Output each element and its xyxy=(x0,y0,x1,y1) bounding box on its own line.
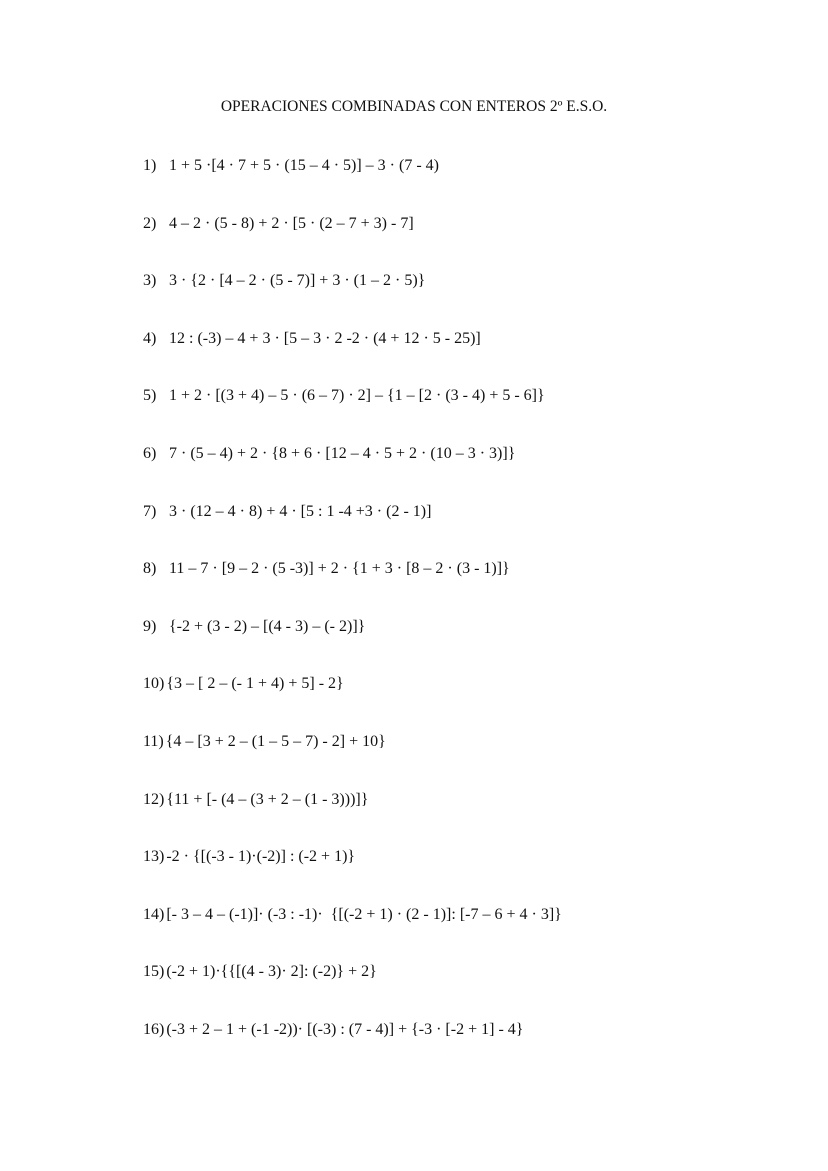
exercise-item xyxy=(143,386,562,444)
exercise-item xyxy=(143,905,562,963)
exercise-expression: 12 : (-3) – 4 + 3 · [5 – 3 · 2 -2 · (4 + 12 · 5 - 25)] xyxy=(169,329,481,347)
exercise-number: 7) xyxy=(143,502,157,520)
exercise-item xyxy=(143,214,562,272)
exercise-expression: 1 + 5 ·[4 · 7 + 5 · (15 – 4 · 5)] – 3 · (7 - 4) xyxy=(169,157,439,174)
exercise-expression: (-3 + 2 – 1 + (-1 -2))· [(-3) : (7 - 4)] + {-3 · [-2 + 1] - 4} xyxy=(166,1020,524,1038)
exercise-number: 9) xyxy=(143,617,157,635)
exercise-expression: 3 · {2 · [4 – 2 · (5 - 7)] + 3 · (1 – 2 · 5)} xyxy=(169,272,426,290)
exercise-item xyxy=(143,271,562,329)
exercise-item xyxy=(143,732,562,790)
exercise-number: 13) xyxy=(143,848,165,866)
exercise-item xyxy=(143,790,562,848)
exercise-number: 1) xyxy=(143,157,157,174)
exercise-expression: {11 + [- (4 – (3 + 2 – (1 - 3)))]} xyxy=(166,790,369,808)
exercise-number: 12) xyxy=(143,790,165,808)
exercise-expression: 3 · (12 – 4 · 8) + 4 · [5 : 1 -4 +3 · (2 - 1)] xyxy=(169,502,432,520)
exercise-item xyxy=(143,329,562,387)
exercise-expression: {-2 + (3 - 2) – [(4 - 3) – (- 2)]} xyxy=(169,617,366,635)
exercise-number: 2) xyxy=(143,214,157,232)
exercise-number: 11) xyxy=(143,732,164,750)
exercise-number: 15) xyxy=(143,963,165,981)
exercise-item xyxy=(143,1020,562,1078)
exercise-item xyxy=(143,559,562,617)
exercise-expression: {3 – [ 2 – (- 1 + 4) + 5] - 2} xyxy=(166,675,344,693)
exercise-number: 6) xyxy=(143,444,157,462)
exercise-expression: (-2 + 1)·{{[(4 - 3)· 2]: (-2)} + 2} xyxy=(166,963,377,981)
exercise-item xyxy=(143,847,562,905)
exercise-item xyxy=(143,617,562,675)
exercise-expression: 4 – 2 · (5 - 8) + 2 · [5 · (2 – 7 + 3) - 7] xyxy=(169,214,414,232)
exercise-expression: -2 · {[(-3 - 1)·(-2)] : (-2 + 1)} xyxy=(166,848,356,866)
page-title: OPERACIONES COMBINADAS CON ENTEROS 2º E.S.O. xyxy=(220,98,608,115)
exercise-number: 5) xyxy=(143,387,157,405)
exercise-item xyxy=(143,674,562,732)
exercise-list xyxy=(143,156,562,1078)
exercise-number: 16) xyxy=(143,1020,165,1038)
exercise-expression: [- 3 – 4 – (-1)]· (-3 : -1)· {[(-2 + 1) · (2 - 1)]: [-7 – 6 + 4 · 3]} xyxy=(166,905,562,923)
exercise-expression: 1 + 2 · [(3 + 4) – 5 · (6 – 7) · 2] – {1 – [2 · (3 - 4) + 5 - 6]} xyxy=(169,387,545,405)
exercise-number: 3) xyxy=(143,272,157,290)
exercise-expression: 7 · (5 – 4) + 2 · {8 + 6 · [12 – 4 · 5 + 2 · (10 – 3 · 3)]} xyxy=(169,444,516,462)
exercise-number: 10) xyxy=(143,675,165,693)
exercise-item xyxy=(143,962,562,1020)
exercise-number: 8) xyxy=(143,560,157,578)
exercise-item xyxy=(143,444,562,502)
exercise-expression: 11 – 7 · [9 – 2 · (5 -3)] + 2 · {1 + 3 · [8 – 2 · (3 - 1)]} xyxy=(169,560,510,578)
exercise-item xyxy=(143,502,562,560)
exercise-number: 4) xyxy=(143,329,157,347)
exercise-number: 14) xyxy=(143,905,165,923)
exercise-item xyxy=(143,156,562,214)
exercise-expression: {4 – [3 + 2 – (1 – 5 – 7) - 2] + 10} xyxy=(165,732,386,750)
